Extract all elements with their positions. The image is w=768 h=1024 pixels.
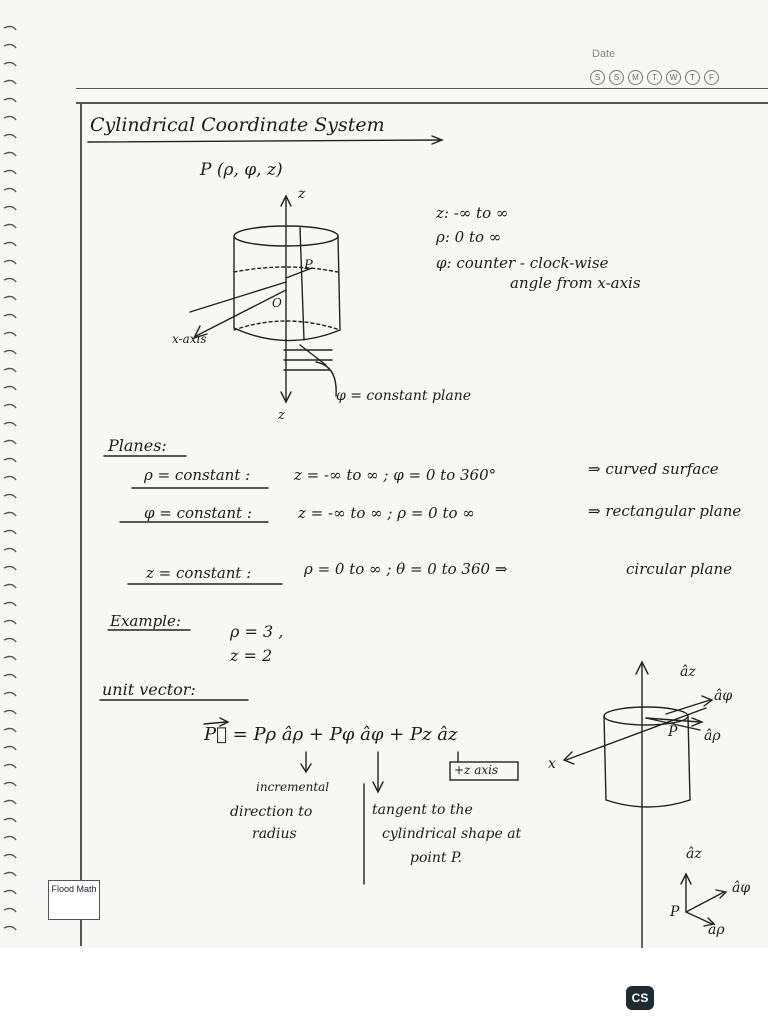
- x-label: x: [548, 756, 556, 772]
- example-heading: Example:: [110, 612, 181, 630]
- unit-phi-label: âφ: [714, 688, 733, 704]
- day-circle: M: [628, 70, 643, 85]
- unit-vector-heading: unit vector:: [102, 680, 196, 699]
- range-z: z: -∞ to ∞: [436, 204, 509, 222]
- point-p-label: P: [668, 724, 678, 740]
- annotation-cylindrical-shape: cylindrical shape at: [382, 826, 522, 842]
- plane-condition: φ = constant :: [144, 504, 252, 522]
- point-p-label: P: [304, 258, 313, 273]
- unit-z-label: âz: [680, 664, 696, 680]
- plane-range: z = -∞ to ∞ ; φ = 0 to 360°: [294, 466, 497, 484]
- point-p-label: P: [670, 904, 680, 920]
- plane-range: z = -∞ to ∞ ; ρ = 0 to ∞: [298, 504, 475, 522]
- day-circle: F: [704, 70, 719, 85]
- x-axis-label: x-axis: [172, 332, 207, 346]
- day-circle: W: [666, 70, 681, 85]
- phi-plane-label: φ = constant plane: [336, 388, 472, 404]
- plane-condition: ρ = constant :: [144, 466, 251, 484]
- unit-phi-label: âφ: [732, 880, 751, 896]
- day-circle: T: [647, 70, 662, 85]
- range-rho: ρ: 0 to ∞: [436, 228, 502, 246]
- z-axis-box-label: +z axis: [454, 763, 499, 777]
- day-circle: S: [609, 70, 624, 85]
- annotation-point: point P.: [410, 850, 462, 866]
- point-coordinates: P (ρ, φ, z): [200, 160, 283, 180]
- annotation-incremental: incremental: [256, 780, 330, 794]
- page-title: Cylindrical Coordinate System: [90, 114, 385, 136]
- plane-condition: z = constant :: [146, 564, 252, 582]
- range-phi-cont: angle from x-axis: [510, 274, 641, 292]
- z-axis-top-label: z: [298, 186, 306, 202]
- date-label: Date: [592, 48, 616, 60]
- plane-range: ρ = 0 to ∞ ; θ = 0 to 360 ⇒: [304, 560, 508, 578]
- plane-result: ⇒ curved surface: [588, 460, 719, 478]
- vector-equation: P⃗ = Pρ âρ + Pφ âφ + Pz âz: [204, 724, 458, 745]
- plane-result: ⇒ rectangular plane: [588, 502, 742, 520]
- scanner-badge: CS: [626, 986, 654, 1010]
- annotation-direction: direction to: [230, 804, 313, 820]
- z-axis-bottom-label: z: [278, 408, 285, 423]
- range-phi: φ: counter - clock-wise: [436, 254, 609, 272]
- example-line: ρ = 3 ,: [230, 622, 284, 641]
- day-circle: T: [685, 70, 700, 85]
- planes-heading: Planes:: [108, 436, 167, 455]
- annotation-radius: radius: [252, 826, 297, 842]
- plane-result: circular plane: [626, 560, 732, 578]
- origin-label: O: [272, 296, 282, 310]
- annotation-tangent: tangent to the: [372, 802, 473, 818]
- unit-rho-label: âρ: [708, 922, 725, 938]
- brand-logo: Flood Math: [48, 880, 100, 920]
- day-circle: S: [590, 70, 605, 85]
- unit-rho-label: âρ: [704, 728, 721, 744]
- example-line: z = 2: [230, 646, 273, 665]
- unit-z-label: âz: [686, 846, 702, 862]
